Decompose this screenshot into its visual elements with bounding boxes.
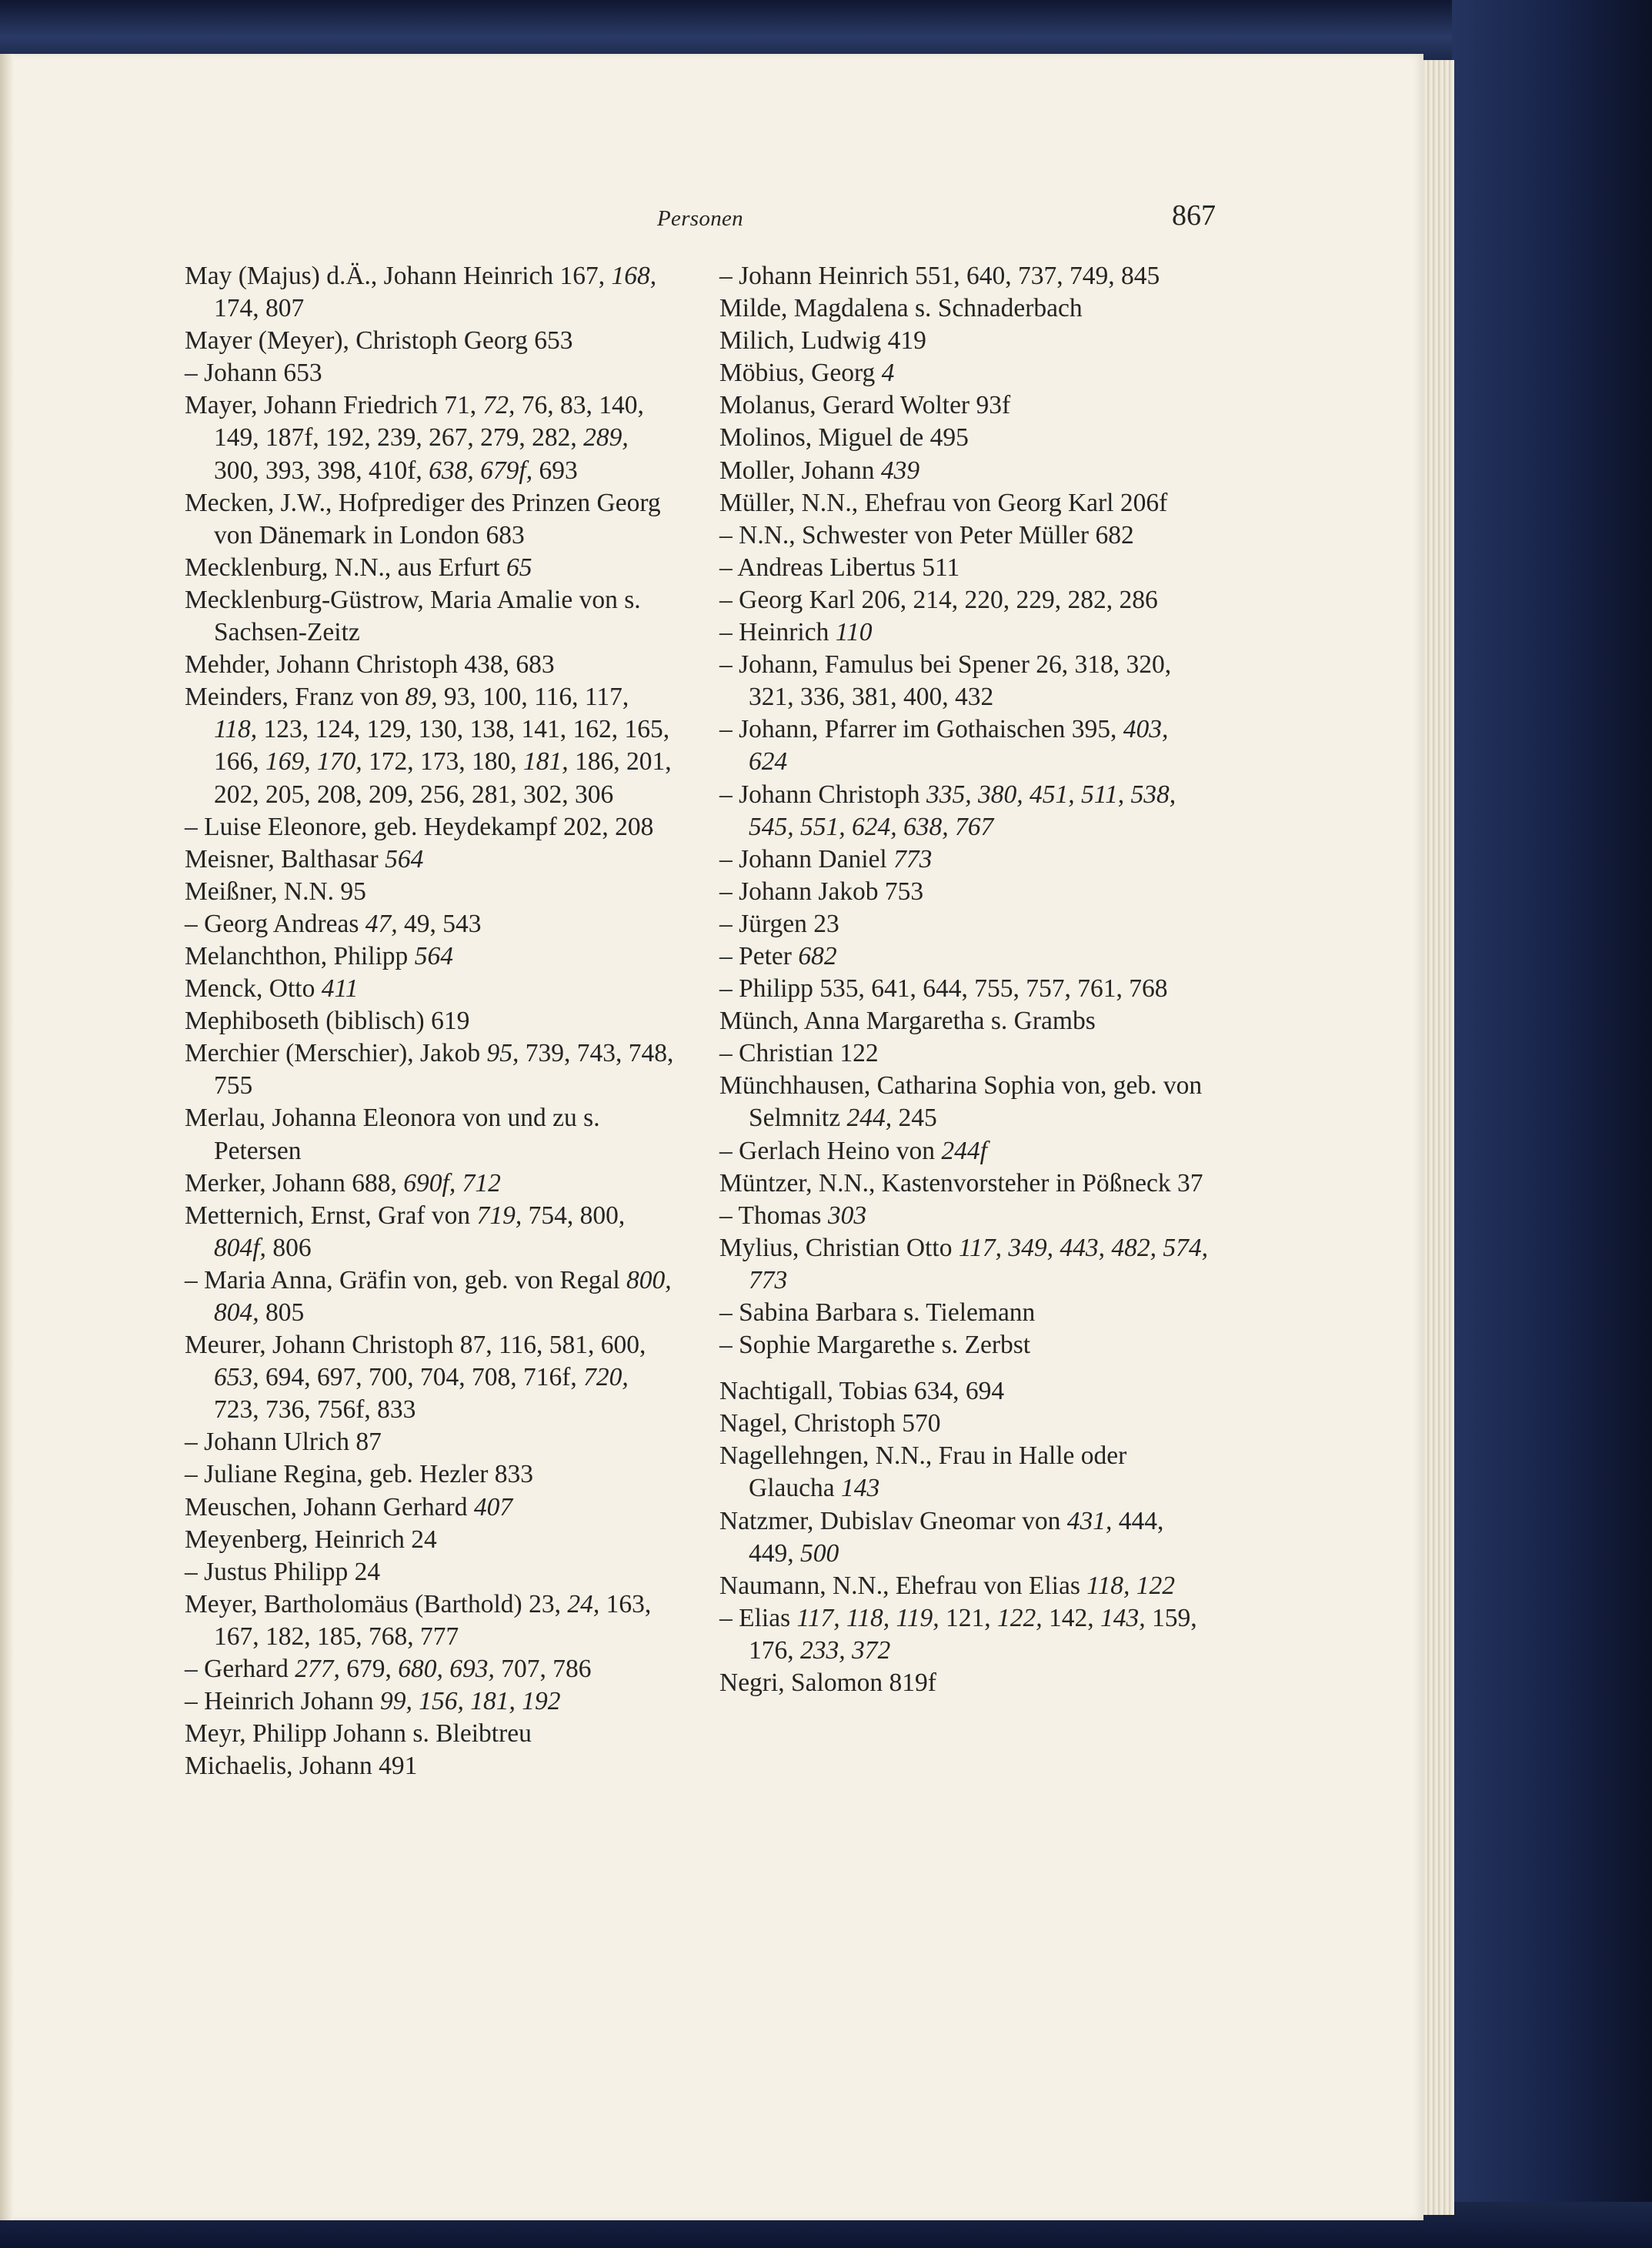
index-entry-text: – Johann, Famulus bei Spener 26, 318, 320, 321, 336, 381, 400, 432 — [719, 650, 1172, 712]
index-entry-italic-ref: 181, — [523, 747, 569, 777]
index-entry-italic-ref: 500 — [800, 1538, 839, 1568]
index-entry — [719, 1375, 1212, 1408]
index-entry-text: Moller, Johann — [719, 456, 881, 485]
index-entry-text: – N.N., Schwester von Peter Müller 682 — [719, 520, 1134, 549]
index-entry-text: – Sabina Barbara s. Tielemann — [719, 1298, 1036, 1327]
index-entry-text: – Heinrich Johann — [185, 1687, 380, 1716]
index-entry-text: Metternich, Ernst, Graf von — [185, 1201, 477, 1230]
index-entry — [185, 1329, 677, 1426]
index-entry — [719, 584, 1212, 616]
index-entry-italic-ref: 289, — [583, 423, 629, 453]
index-entry — [719, 940, 1212, 973]
index-entry-italic-ref: 690f, 712 — [403, 1168, 501, 1197]
index-entry-italic-ref: 244f — [941, 1136, 987, 1165]
index-entry — [185, 1556, 677, 1588]
index-entry-text: Meinders, Franz von — [185, 683, 405, 712]
index-entry — [185, 1458, 677, 1491]
index-entry-italic-ref: 303 — [827, 1201, 867, 1230]
index-entry-text: Müller, N.N., Ehefrau von Georg Karl 206f — [719, 488, 1168, 517]
index-entry — [719, 487, 1212, 519]
index-entry-text: 806 — [265, 1233, 312, 1262]
index-entry-text: 444, 449, — [749, 1506, 1164, 1568]
index-entry-text: Mecklenburg, N.N., aus Erfurt — [185, 553, 507, 582]
index-entry-text: – Johann Daniel — [719, 844, 894, 873]
index-entry-italic-ref: 411 — [321, 974, 359, 1004]
index-entry — [185, 389, 677, 486]
index-entry-italic-ref: 168, — [611, 262, 657, 290]
index-entry — [185, 1685, 677, 1718]
index-entry — [185, 1588, 677, 1653]
index-entry-italic-ref: 653, — [214, 1363, 259, 1392]
index-entry-text: 679, — [339, 1655, 399, 1684]
index-entry-text: Molanus, Gerard Wolter 93f — [719, 391, 1011, 420]
index-entry-text: 49, 543 — [397, 909, 482, 938]
index-entry — [185, 1264, 677, 1329]
index-entry-text: – Johann Heinrich 551, 640, 737, 749, 845 — [719, 262, 1160, 290]
index-entry-text: 694, 697, 700, 704, 708, 716f, — [259, 1363, 584, 1392]
index-entry — [185, 1005, 677, 1037]
index-entry-italic-ref: 244, — [846, 1104, 893, 1133]
index-entry — [719, 1570, 1212, 1602]
index-entry-italic-ref: 804f, — [214, 1233, 266, 1262]
index-entry — [185, 1653, 677, 1685]
index-entry-text: – Johann Christoph — [719, 780, 926, 809]
index-entry — [719, 1135, 1212, 1167]
index-entry-text: – Johann, Pfarrer im Gothaischen 395, — [719, 715, 1123, 744]
index-entry — [185, 940, 677, 973]
index-entry — [185, 1750, 677, 1782]
index-entry-text: 163, 167, 182, 185, 768, 777 — [214, 1589, 652, 1651]
index-entry-text: 754, 800, — [522, 1201, 626, 1230]
index-entry — [719, 843, 1212, 876]
index-entry-italic-ref: 439 — [880, 456, 920, 485]
index-entry-text: – Philipp 535, 641, 644, 755, 757, 761, 768 — [719, 974, 1168, 1004]
index-entry-text: Mayer (Meyer), Christoph Georg 653 — [185, 326, 573, 356]
index-entry — [719, 357, 1212, 389]
index-entry-text: 172, 173, 180, — [362, 747, 523, 777]
index-entry — [719, 1232, 1212, 1297]
index-entry-italic-ref: 169, 170, — [265, 747, 362, 777]
index-entry-text: Menck, Otto — [185, 974, 322, 1004]
page-number: 867 — [1172, 199, 1216, 232]
index-entry-text: 805 — [259, 1298, 305, 1327]
index-entry — [185, 843, 677, 876]
index-entry — [185, 1037, 677, 1102]
index-entry-text: Mylius, Christian Otto — [719, 1233, 959, 1262]
index-entry-italic-ref: 118, 122 — [1086, 1571, 1176, 1600]
index-entry-text: Natzmer, Dubislav Gneomar von — [719, 1506, 1067, 1535]
index-entry-text: – Georg Andreas — [185, 909, 365, 938]
index-entry-text: – Sophie Margarethe s. Zerbst — [719, 1331, 1031, 1360]
index-entry-italic-ref: 638, 679f, — [429, 456, 533, 485]
index-entry-italic-ref: 431, — [1066, 1506, 1113, 1535]
index-entry-italic-ref: 680, 693, — [398, 1655, 495, 1684]
index-entry — [719, 1329, 1212, 1361]
index-entry — [719, 422, 1212, 454]
index-entry-text: 159, 176, — [749, 1603, 1197, 1665]
index-entry — [185, 1426, 677, 1458]
index-entry-text: – Georg Karl 206, 214, 220, 229, 282, 286 — [719, 585, 1158, 614]
index-entry — [719, 973, 1212, 1005]
index-entry-text: Mecken, J.W., Hofprediger des Prinzen Georg von Dänemark in London 683 — [185, 488, 661, 549]
index-entry — [719, 779, 1212, 843]
index-entry-italic-ref: 95, — [486, 1039, 519, 1068]
index-entry — [719, 1667, 1212, 1699]
index-entry — [719, 1200, 1212, 1232]
index-entry — [719, 552, 1212, 584]
index-entry-italic-ref: 4 — [881, 359, 895, 388]
index-entry — [719, 713, 1212, 778]
index-column-left — [185, 260, 677, 1782]
index-entry — [185, 487, 677, 552]
index-entry-text: Münch, Anna Margaretha s. Grambs — [719, 1007, 1096, 1036]
index-entry — [185, 1491, 677, 1524]
index-entry-text: Milich, Ludwig 419 — [719, 326, 926, 356]
index-entry — [719, 1408, 1212, 1440]
index-entry-text: Mehder, Johann Christoph 438, 683 — [185, 650, 555, 680]
index-entry-text: Mephiboseth (biblisch) 619 — [185, 1007, 470, 1036]
index-entry-italic-ref: 335, 380, 451, 511, 538, 545, 551, 624, 638, 767 — [749, 780, 1176, 841]
index-entry — [185, 260, 677, 325]
index-entry-text: – Andreas Libertus 511 — [719, 553, 960, 582]
index-entry — [719, 455, 1212, 487]
index-entry-text: Molinos, Miguel de 495 — [719, 423, 969, 453]
index-entry-text: Nagel, Christoph 570 — [719, 1409, 941, 1438]
index-entry-italic-ref: 122, — [997, 1603, 1043, 1632]
index-entry — [719, 908, 1212, 940]
index-entry-text: Nachtigall, Tobias 634, 694 — [719, 1377, 1005, 1406]
index-entry-text: – Justus Philipp 24 — [185, 1557, 381, 1586]
index-entry — [185, 811, 677, 843]
book-cover-top — [0, 0, 1652, 62]
index-entry-text: Meyenberg, Heinrich 24 — [185, 1525, 437, 1554]
index-entry-text: Münchhausen, Catharina Sophia von, geb. von Selmnitz — [719, 1071, 1203, 1133]
index-column-right — [719, 260, 1212, 1699]
index-entry-text: Meuschen, Johann Gerhard — [185, 1492, 474, 1521]
index-entry-text: – Christian 122 — [719, 1039, 879, 1068]
index-entry-text: Merlau, Johanna Eleonora von und zu s. Petersen — [185, 1104, 600, 1165]
index-entry-text: 186, 201, 202, 205, 208, 209, 256, 281, 302, 306 — [214, 747, 672, 809]
index-entry-text: Michaelis, Johann 491 — [185, 1752, 418, 1781]
index-entry-text: Mecklenburg-Güstrow, Maria Amalie von s. Sachsen-Zeitz — [185, 585, 641, 647]
index-entry — [719, 1505, 1212, 1570]
index-entry — [185, 973, 677, 1005]
running-title: Personen — [657, 206, 743, 231]
index-entry-text: Meyer, Bartholomäus (Barthold) 23, — [185, 1589, 568, 1618]
index-entry-text: 245 — [892, 1104, 937, 1133]
index-entry-text: Meyr, Philipp Johann s. Bleibtreu — [185, 1719, 532, 1749]
index-entry — [719, 1297, 1212, 1329]
index-entry-italic-ref: 117, 118, 119, — [796, 1603, 939, 1632]
index-entry-text: – Maria Anna, Gräfin von, geb. von Regal — [185, 1265, 627, 1294]
index-entry-italic-ref: 110 — [835, 618, 873, 647]
index-entry-text: – Elias — [719, 1603, 797, 1632]
index-entry — [185, 876, 677, 908]
index-entry — [719, 649, 1212, 713]
index-entry — [719, 1167, 1212, 1200]
index-entry-text: 723, 736, 756f, 833 — [214, 1395, 416, 1425]
index-entry-italic-ref: 719, — [476, 1201, 522, 1230]
index-entry-italic-ref: 143 — [840, 1474, 880, 1503]
index-entry — [185, 1167, 677, 1200]
index-entry-text: Möbius, Georg — [719, 359, 882, 388]
index-entry-text: 123, 124, 129, 130, 138, 141, 162, 165, 166, — [214, 715, 670, 777]
index-entry-text: – Gerlach Heino von — [719, 1136, 942, 1165]
index-entry-text: – Johann 653 — [185, 359, 322, 388]
index-entry-italic-ref: 233, 372 — [800, 1635, 891, 1665]
index-entry-text: – Peter — [719, 941, 799, 970]
index-entry-text: Nagellehngen, N.N., Frau in Halle oder Glaucha — [719, 1441, 1127, 1503]
index-entry — [719, 1005, 1212, 1037]
index-entry-text: Meisner, Balthasar — [185, 844, 385, 873]
index-entry-text: – Juliane Regina, geb. Hezler 833 — [185, 1460, 534, 1489]
index-entry-italic-ref: 47, — [365, 909, 398, 938]
index-entry-text: Merker, Johann 688, — [185, 1168, 404, 1197]
index-entry-text: Meurer, Johann Christoph 87, 116, 581, 600, — [185, 1331, 646, 1360]
index-entry-text: – Thomas — [719, 1201, 828, 1230]
index-entry-text: 121, — [939, 1603, 998, 1632]
index-entry-text: 739, 743, 748, 755 — [214, 1039, 674, 1101]
index-entry-italic-ref: 720, — [583, 1363, 629, 1392]
running-head — [185, 199, 1216, 245]
index-entry-italic-ref: 117, 349, 443, 482, 574, 773 — [749, 1233, 1208, 1294]
index-entry-text: Melanchthon, Philipp — [185, 941, 415, 970]
index-entry-italic-ref: 403, 624 — [749, 715, 1169, 777]
index-entry — [185, 325, 677, 357]
index-entry-italic-ref: 800, 804, — [214, 1265, 672, 1327]
index-entry — [719, 519, 1212, 552]
index-entry-italic-ref: 564 — [414, 941, 453, 970]
index-entry-italic-ref: 682 — [798, 941, 837, 970]
index-entry-text: 693 — [532, 456, 578, 485]
index-entry-italic-ref: 99, 156, 181, 192 — [379, 1687, 561, 1716]
index-entry-italic-ref: 24, — [567, 1589, 600, 1618]
index-entry — [185, 1718, 677, 1750]
index-entry — [719, 389, 1212, 422]
index-entry-text: Mayer, Johann Friedrich 71, — [185, 391, 483, 420]
page-gutter — [0, 54, 14, 2220]
index-entry-text: – Heinrich — [719, 618, 836, 647]
index-entry — [719, 1440, 1212, 1505]
index-entry — [185, 681, 677, 810]
index-entry — [719, 1070, 1212, 1134]
index-entry — [719, 616, 1212, 649]
index-entry — [185, 357, 677, 389]
index-entry-italic-ref: 277, — [295, 1655, 340, 1684]
index-entry-text: Naumann, N.N., Ehefrau von Elias — [719, 1571, 1087, 1600]
index-entry-text: Müntzer, N.N., Kastenvorsteher in Pößneck 37 — [719, 1168, 1203, 1197]
index-entry — [185, 908, 677, 940]
index-entry — [719, 1602, 1212, 1667]
index-entry-text: Merchier (Merschier), Jakob — [185, 1039, 487, 1068]
index-entry — [719, 260, 1212, 292]
index-entry-italic-ref: 118, — [214, 715, 258, 744]
index-entry-text: 142, — [1042, 1603, 1101, 1632]
index-entry-text: – Gerhard — [185, 1655, 295, 1684]
index-entry-italic-ref: 89, — [405, 683, 438, 712]
index-entry — [185, 1524, 677, 1556]
index-entry — [719, 1037, 1212, 1070]
index-entry — [185, 649, 677, 681]
index-entry-italic-ref: 773 — [893, 844, 933, 873]
index-entry-italic-ref: 143, — [1100, 1603, 1146, 1632]
index-entry — [719, 876, 1212, 908]
index-entry — [185, 1102, 677, 1167]
index-entry-text: – Luise Eleonore, geb. Heydekampf 202, 208 — [185, 812, 654, 841]
index-entry-italic-ref: 407 — [473, 1492, 513, 1521]
index-entry-text: 174, 807 — [214, 294, 305, 323]
index-entry-italic-ref: 65 — [506, 553, 532, 582]
index-entry-italic-ref: 72, — [482, 391, 516, 420]
index-entry-text: 707, 786 — [494, 1655, 592, 1684]
index-entry — [185, 552, 677, 584]
book-cover-right — [1452, 0, 1652, 2248]
index-entry-text: – Johann Jakob 753 — [719, 877, 924, 906]
index-entry-text: Meißner, N.N. 95 — [185, 877, 366, 906]
index-entry-text: – Jürgen 23 — [719, 909, 839, 938]
index-entry-text: Milde, Magdalena s. Schnaderbach — [719, 294, 1083, 323]
index-entry-text: Negri, Salomon 819f — [719, 1668, 936, 1698]
index-entry — [185, 584, 677, 649]
index-entry-text: 300, 393, 398, 410f, — [214, 456, 429, 485]
index-entry — [719, 292, 1212, 325]
index-entry-italic-ref: 564 — [385, 844, 424, 873]
index-entry-text: 76, 83, 140, 149, 187f, 192, 239, 267, 279, 282, — [214, 391, 644, 453]
index-entry — [185, 1200, 677, 1264]
index-entry-text: – Johann Ulrich 87 — [185, 1428, 382, 1457]
index-entry-text: May (Majus) d.Ä., Johann Heinrich 167, — [185, 262, 612, 290]
index-entry — [719, 325, 1212, 357]
index-entry-text: 93, 100, 116, 117, — [437, 683, 629, 712]
